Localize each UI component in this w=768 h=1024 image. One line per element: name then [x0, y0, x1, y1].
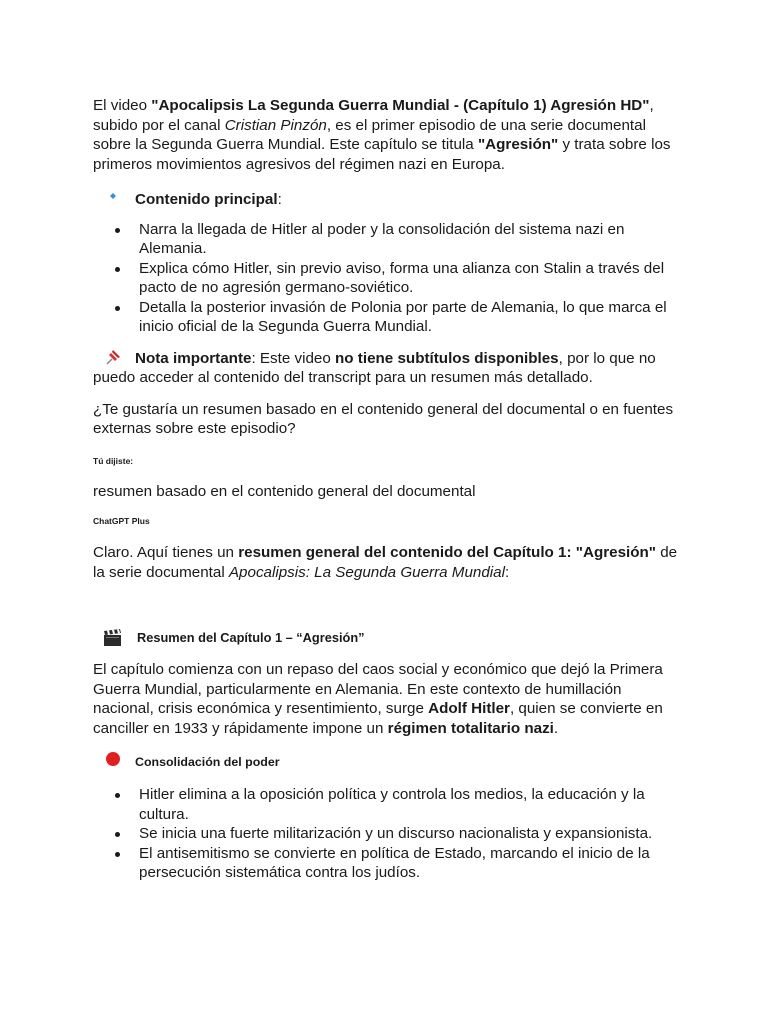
video-title: "Apocalipsis La Segunda Guerra Mundial - (Capítulo 1) Agresión HD": [151, 97, 650, 114]
resumen-bold-2: régimen totalitario nazi: [387, 719, 554, 737]
contenido-heading: [93, 190, 683, 210]
nota-bold: no tiene subtítulos disponibles: [335, 349, 559, 367]
list-item: [93, 785, 683, 824]
list-item: [93, 844, 683, 883]
clapper-board-icon: [93, 628, 137, 647]
user-message: resumen basado en el contenido general del documental: [93, 482, 476, 500]
list-item-text: Explica cómo Hitler, sin previo aviso, forma una alianza con Stalin a través del pacto de no agresión germano-soviético.: [139, 259, 665, 296]
small-blue-diamond-icon: [93, 190, 135, 209]
red-circle-icon: [93, 752, 135, 771]
contenido-label: Contenido principal: [135, 191, 278, 208]
intro-text-3: , es el primer episodio de una serie documental sobre la Segunda Guerra Mundial. Este capítulo se titula: [93, 116, 646, 153]
chapter-title: "Agresión": [477, 136, 559, 153]
resumen-text-1: El capítulo comienza con un repaso del caos social y económico que dejó la Primera Guerra Mundial, particularmente en Alemania. En este contexto de humillación nacional, crisis económica y resentimiento, surge: [93, 661, 663, 717]
intro-text-1: El video: [93, 97, 152, 114]
assistant-label: ChatGPT Plus: [93, 516, 150, 526]
list-item-text: Detalla la posterior invasión de Polonia por parte de Alemania, lo que marca el inicio oficial de la Segunda Guerra Mundial.: [139, 298, 667, 335]
resumen-text-2: , quien se convierte en canciller en 1933 y rápidamente impone un: [93, 700, 663, 737]
channel-name: Cristian Pinzón: [224, 116, 327, 134]
list-item-text: Hitler elimina a la oposición política y controla los medios, la educación y la cultura.: [139, 786, 645, 823]
bullet-icon: [115, 852, 120, 857]
intro-paragraph: [93, 96, 683, 174]
intro-text-2: , subido por el canal: [93, 97, 654, 134]
reply-text-1: Claro. Aquí tienes un: [93, 544, 239, 561]
list-item: [93, 220, 683, 259]
resumen-title: Resumen del Capítulo 1 – “Agresión”: [137, 629, 365, 645]
list-item: [93, 259, 683, 298]
bullet-icon: [115, 306, 120, 311]
contenido-list: [93, 220, 683, 337]
question-paragraph: ¿Te gustaría un resumen basado en el contenido general del documental o en fuentes externas sobre este episodio?: [93, 400, 674, 437]
bullet-icon: [115, 793, 120, 798]
reply-text-3: :: [505, 563, 510, 581]
reply-text-2: de la serie documental: [93, 544, 678, 581]
list-item: [93, 298, 683, 337]
series-title: Apocalipsis: La Segunda Guerra Mundial: [228, 563, 505, 581]
nota-label: Nota importante: [135, 349, 252, 367]
document-page: [93, 96, 683, 883]
consolidacion-heading: [93, 752, 683, 771]
resumen-heading: [93, 628, 683, 647]
reply-bold: resumen general del contenido del Capítulo 1: "Agresión": [238, 544, 657, 561]
list-item-text: Se inicia una fuerte militarización y un discurso nacionalista y expansionista.: [139, 825, 653, 842]
resumen-paragraph: [93, 660, 683, 738]
consolidacion-title: Consolidación del poder: [135, 754, 280, 769]
list-item-text: El antisemitismo se convierte en política de Estado, marcando el inicio de la persecución sistemática contra los judíos.: [139, 844, 650, 881]
reply-paragraph: [93, 543, 683, 582]
pushpin-icon: [93, 349, 135, 366]
nota-text-2: , por lo que no puedo acceder al contenido del transcript para un resumen más detallado.: [93, 349, 656, 386]
bullet-icon: [115, 267, 120, 272]
list-item: [93, 824, 683, 844]
resumen-text-3: .: [553, 719, 559, 737]
nota-paragraph: [93, 349, 683, 388]
intro-text-4: y trata sobre los primeros movimientos agresivos del régimen nazi en Europa.: [93, 136, 671, 173]
user-label: Tú dijiste:: [93, 455, 134, 466]
list-item-text: Narra la llegada de Hitler al poder y la consolidación del sistema nazi en Alemania.: [139, 220, 625, 257]
contenido-colon: :: [277, 191, 282, 208]
bullet-icon: [115, 228, 120, 233]
resumen-bold-1: Adolf Hitler: [428, 700, 510, 717]
nota-text-1: : Este video: [251, 349, 336, 367]
consolidacion-list: [93, 785, 683, 883]
bullet-icon: [115, 832, 120, 837]
